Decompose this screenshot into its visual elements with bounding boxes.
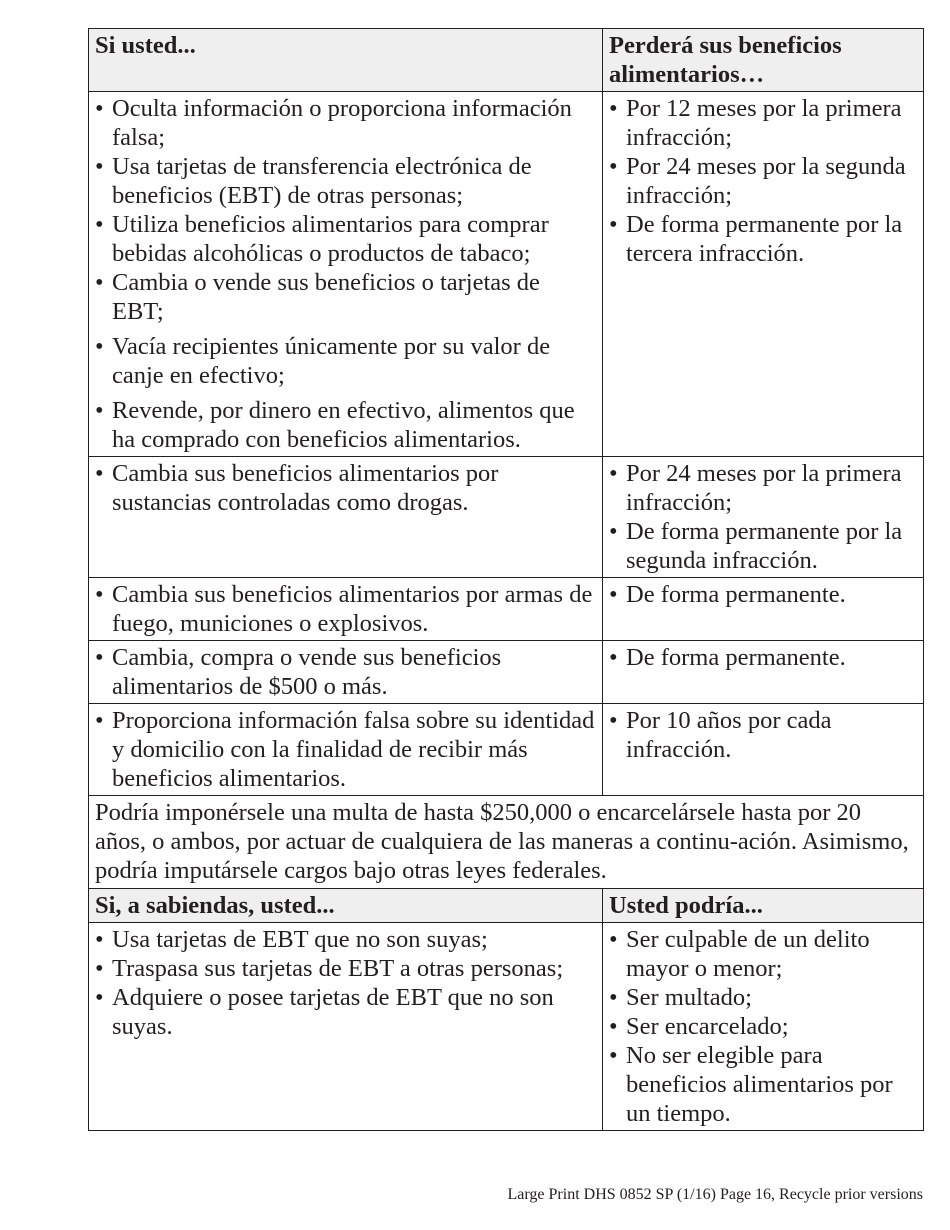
list-item: • Proporciona información falsa sobre su identidad y domicilio con la finalidad de recibir más beneficios alimentarios. (95, 706, 596, 793)
list-item: • Ser encarcelado; (609, 1012, 917, 1041)
list-item: • Cambia o vende sus beneficios o tarjetas de EBT; (95, 268, 596, 326)
list-item: • Oculta información o proporciona información falsa; (95, 94, 596, 152)
table-header-row (89, 889, 924, 923)
table-row (89, 457, 924, 578)
federal-penalty-note: Podría imponérsele una multa de hasta $250,000 o encarcelársele hasta por 20 años, o ambos, por actuar de cualquiera de las maneras a continu-ación. Asimismo, podría imputársele cargos bajo otras leyes federales. (89, 796, 924, 889)
actions-cell (89, 92, 603, 457)
list-item: • Cambia sus beneficios alimentarios por armas de fuego, municiones o explosivos. (95, 580, 596, 638)
list-item: • De forma permanente. (609, 643, 917, 672)
header-consequences: Usted podría... (603, 889, 924, 923)
list-item: • Por 10 años por cada infracción. (609, 706, 917, 764)
list-item: • Vacía recipientes únicamente por su valor de canje en efectivo; (95, 332, 596, 390)
list-item: • Revende, por dinero en efectivo, alimentos que ha comprado con beneficios alimentarios. (95, 396, 596, 454)
table-row (89, 578, 924, 641)
table-row (89, 92, 924, 457)
penalties-cell (603, 457, 924, 578)
list-item: • De forma permanente. (609, 580, 917, 609)
table-row (89, 923, 924, 1131)
table-row (89, 704, 924, 796)
actions-cell (89, 704, 603, 796)
header-penalties: Perderá sus beneficios alimentarios… (603, 29, 924, 92)
actions-cell (89, 578, 603, 641)
list-item: • Usa tarjetas de transferencia electrónica de beneficios (EBT) de otras personas; (95, 152, 596, 210)
actions-cell (89, 923, 603, 1131)
penalties-cell (603, 641, 924, 704)
list-item: • Por 24 meses por la segunda infracción; (609, 152, 917, 210)
list-item: • Ser multado; (609, 983, 917, 1012)
list-item: • Cambia sus beneficios alimentarios por sustancias controladas como drogas. (95, 459, 596, 517)
actions-cell (89, 641, 603, 704)
penalties-cell (603, 578, 924, 641)
list-item: • Utiliza beneficios alimentarios para comprar bebidas alcohólicas o productos de tabaco; (95, 210, 596, 268)
list-item: • No ser elegible para beneficios alimentarios por un tiempo. (609, 1041, 917, 1128)
penalties-cell (603, 704, 924, 796)
page-footer: Large Print DHS 0852 SP (1/16) Page 16, Recycle prior versions (507, 1186, 923, 1203)
table-header-row (89, 29, 924, 92)
list-item: • Usa tarjetas de EBT que no son suyas; (95, 925, 596, 954)
list-item: • Por 24 meses por la primera infracción; (609, 459, 917, 517)
consequences-cell (603, 923, 924, 1131)
list-item: • Por 12 meses por la primera infracción; (609, 94, 917, 152)
list-item: • Adquiere o posee tarjetas de EBT que no son suyas. (95, 983, 596, 1041)
list-item: • De forma permanente por la tercera infracción. (609, 210, 917, 268)
actions-cell (89, 457, 603, 578)
document-page (88, 28, 923, 1131)
list-item: • De forma permanente por la segunda infracción. (609, 517, 917, 575)
penalties-cell (603, 92, 924, 457)
penalties-table (88, 28, 924, 1131)
list-item: • Traspasa sus tarjetas de EBT a otras personas; (95, 954, 596, 983)
table-row (89, 641, 924, 704)
list-item: • Cambia, compra o vende sus beneficios alimentarios de $500 o más. (95, 643, 596, 701)
header-actions: Si usted... (89, 29, 603, 92)
note-row (89, 796, 924, 889)
list-item: • Ser culpable de un delito mayor o menor; (609, 925, 917, 983)
header-knowing-actions: Si, a sabiendas, usted... (89, 889, 603, 923)
